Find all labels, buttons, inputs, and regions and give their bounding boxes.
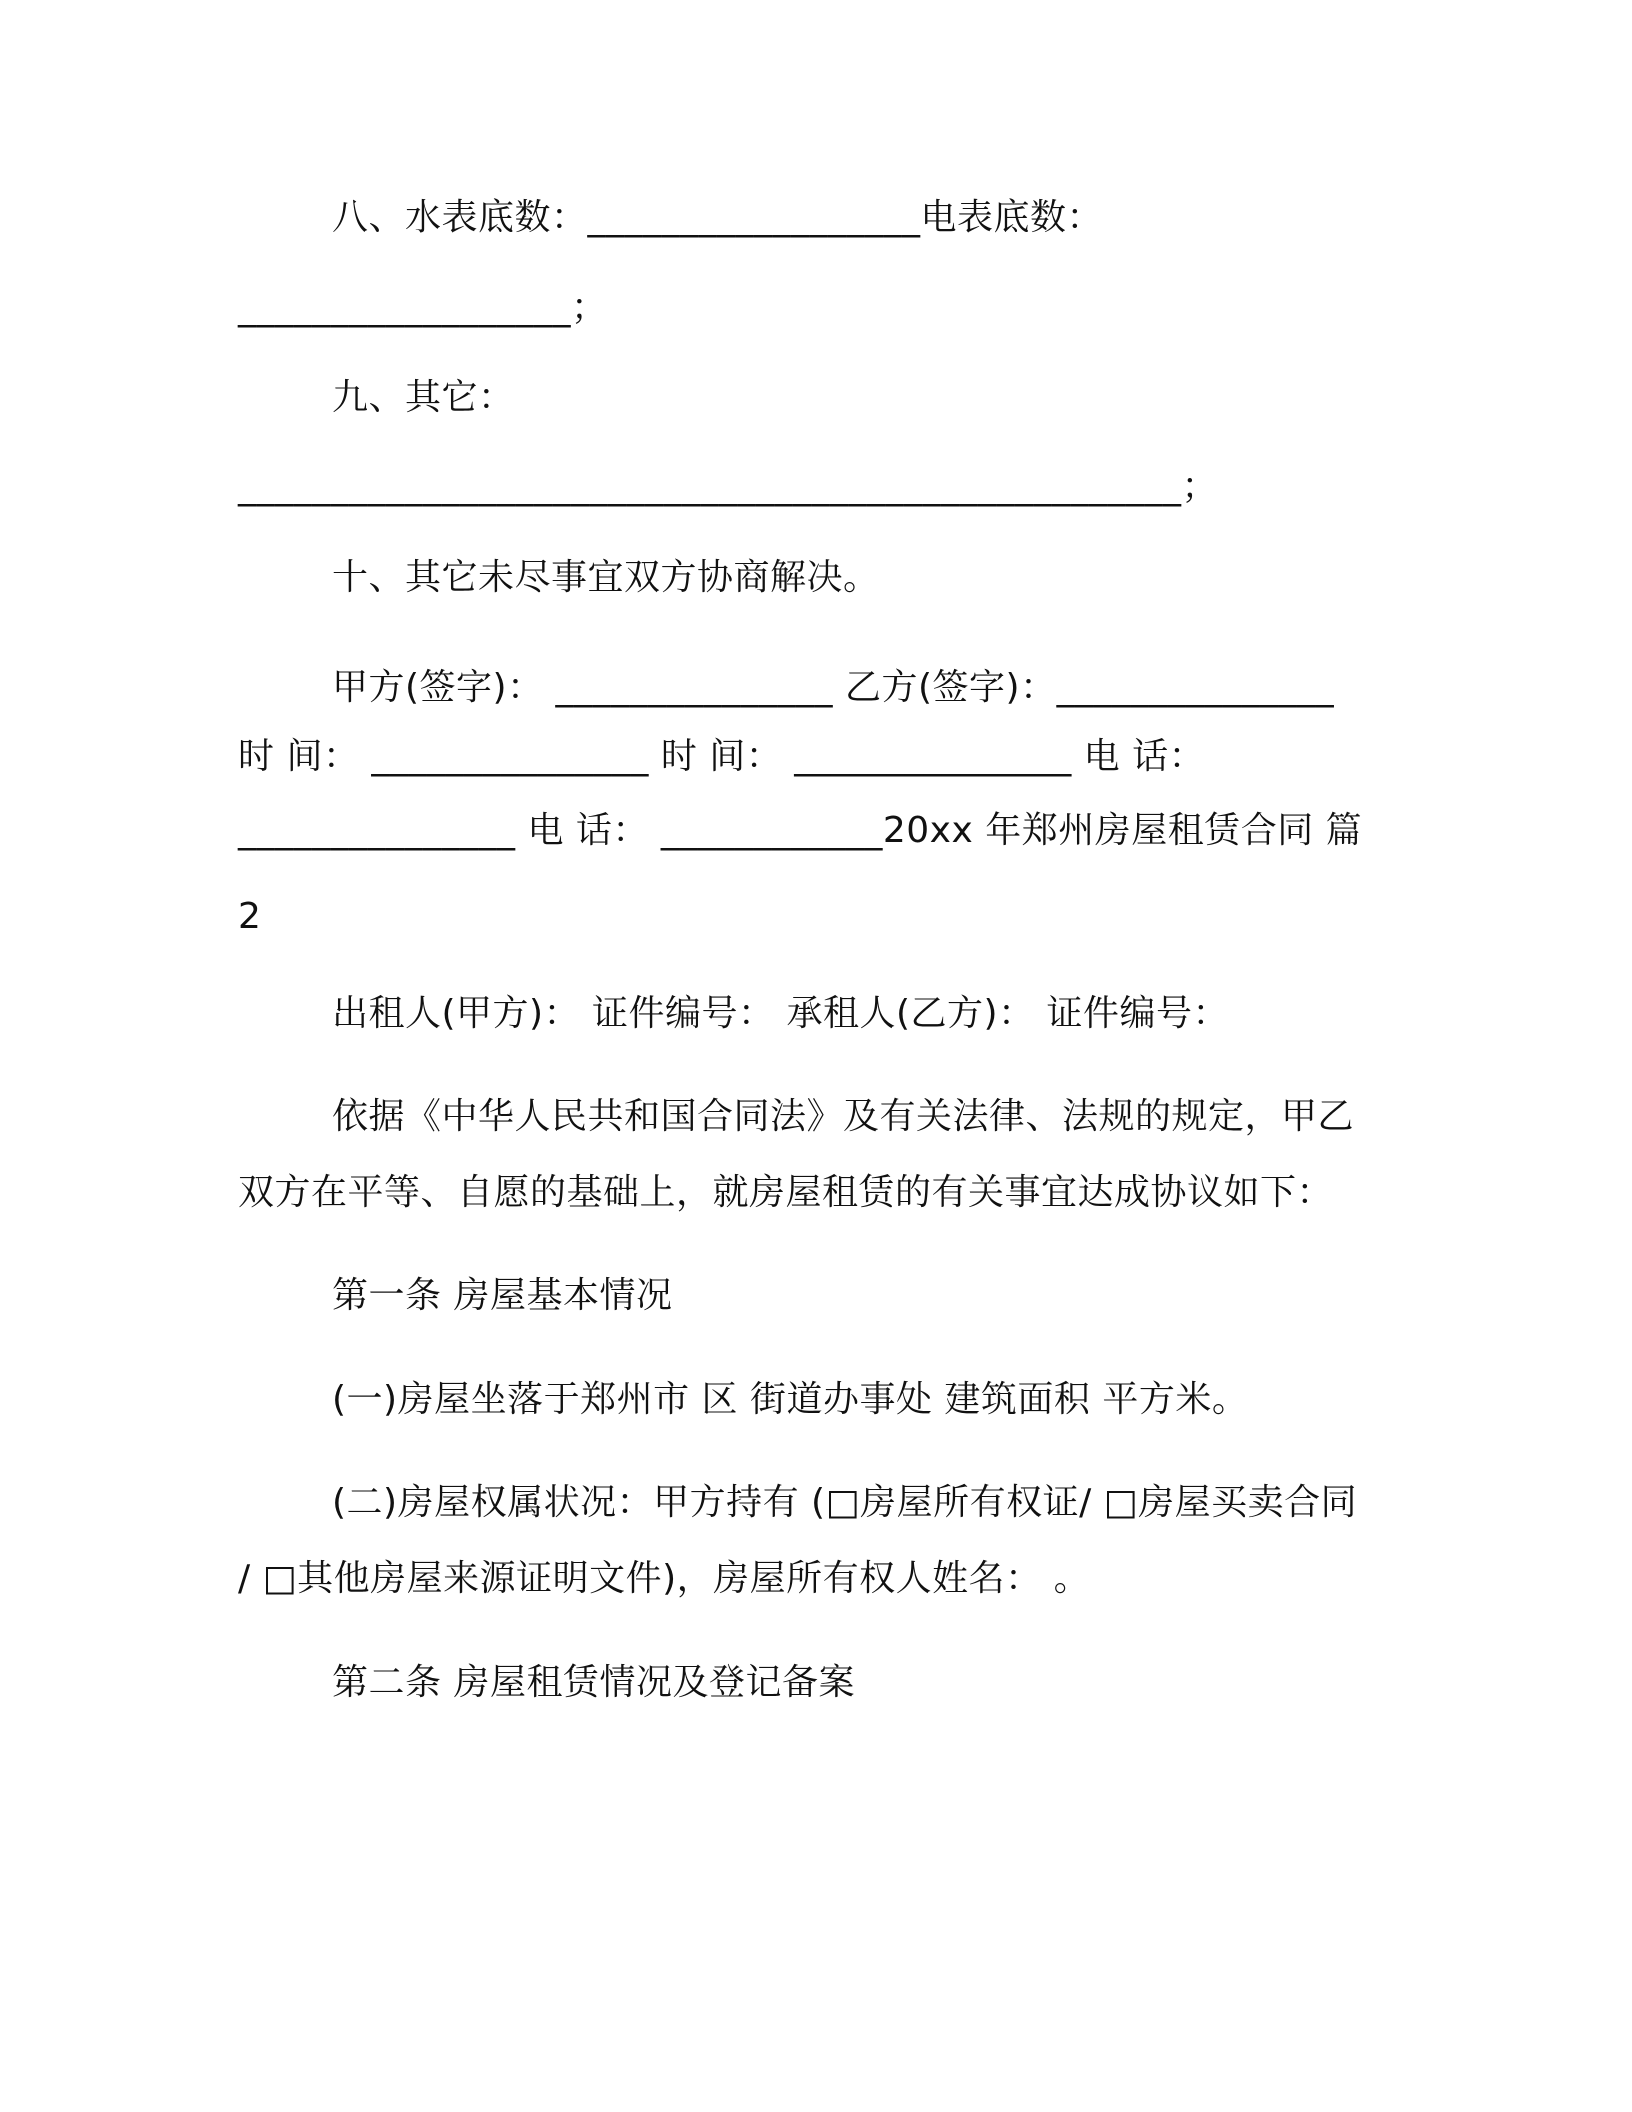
clause-9-other: 九、其它： [332,377,515,418]
article-1-item-2-line-2: / □其他房屋来源证明文件)，房屋所有权人姓名： 。 [238,1558,1091,1599]
clause-8-continuation: __________________； [238,287,608,328]
article-1-heading: 第一条 房屋基本情况 [332,1275,673,1316]
clause-10-negotiation: 十、其它未尽事宜双方协商解决。 [332,557,880,598]
parties-line: 出租人(甲方)： 证件编号： 承租人(乙方)： 证件编号： [332,993,1230,1034]
article-1-item-1: (一)房屋坐落于郑州市 区 街道办事处 建筑面积 平方米。 [332,1379,1249,1420]
clause-9-blank-line: ___________________________________________________； [238,466,1218,507]
preamble-line-2: 双方在平等、自愿的基础上，就房屋租赁的有关事宜达成协议如下： [238,1172,1334,1213]
preamble-line-1: 依据《中华人民共和国合同法》及有关法律、法规的规定，甲乙 [332,1096,1355,1137]
clause-8-water-electric-meter: 八、水表底数：__________________电表底数： [332,197,1104,238]
signature-line: 甲方(签字)： _______________ 乙方(签字)：_______________ [332,667,1335,708]
phone-and-title-line: _______________ 电 话： ____________20xx 年郑州房屋租赁合同 篇 [238,810,1363,851]
article-1-item-2-line-1: (二)房屋权属状况：甲方持有 (□房屋所有权证/ □房屋买卖合同 [332,1482,1358,1523]
part-number: 2 [238,896,262,937]
time-phone-line: 时 间： _______________ 时 间： _______________ 电 话： [238,736,1206,777]
article-2-heading: 第二条 房屋租赁情况及登记备案 [332,1662,855,1703]
